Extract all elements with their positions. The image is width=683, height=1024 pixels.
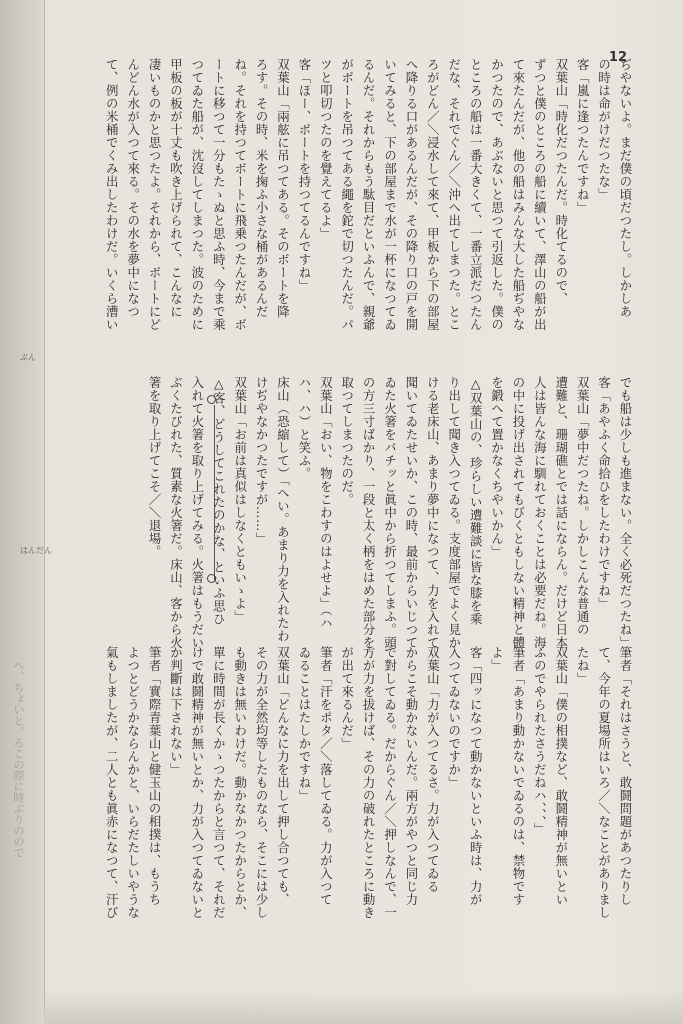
text-line: も動きは無いわけだ。動かなかつたからとか、 <box>232 646 248 919</box>
text-line: けで敢鬪精神が無いとか、力が入つてゐないと <box>189 646 205 919</box>
text-line: ろす。その時、米を掬ふ小さな桶があるんだ <box>254 58 270 318</box>
text-line: ける老床山、あまり夢中になつて、力を入れて <box>425 376 441 649</box>
text-line: 床山（恐縮して）「へい。あまり力を入れたわ <box>275 376 291 643</box>
section-end-circle-icon <box>207 395 216 404</box>
text-line: 箸を取り上げてこそ／＼退場。 <box>147 376 163 558</box>
text-line: 氣もしましたが、二人とも眞赤になつて、汗び <box>104 646 120 919</box>
section-end-circle-icon <box>207 574 216 583</box>
page-number: 12 <box>608 50 627 65</box>
margin-note: はんだん <box>20 546 52 555</box>
text-line: 双葉山「時化だつたんだ。時化てるので、 <box>553 58 569 305</box>
text-line: △双葉山の、珍らしい遭難談に皆な膝を乘 <box>468 376 484 626</box>
text-line: つてゐた船が、沈沒してしまつた。波のために <box>189 58 205 331</box>
text-line: て、今年の夏場所はいろ／＼なことがありまし <box>596 646 612 919</box>
text-line: 方が力を拔けば、その力の破れたところに動き <box>361 646 377 919</box>
text-line: 入つてゐないのですか」 <box>446 646 462 789</box>
text-line: へ降りる口があるんだが、その降り口の戸を開 <box>403 58 419 331</box>
text-line: 取つてしまつたのだ。 <box>339 376 355 506</box>
text-line: の方三寸ばかり、一段と太く柄をはめた部分を <box>361 376 377 649</box>
text-line: るんだ。それからもう駄目だといふんで、親爺 <box>361 58 377 331</box>
text-line: 双葉山「どんなに力を出して押し合つても、 <box>275 646 291 906</box>
text-line: 單に時間が長くかゝつたからと言つて、それだ <box>211 646 227 919</box>
text-line: よ」 <box>489 646 505 672</box>
text-line: いてみると、下の部屋まで水が一杯になつてゐ <box>382 58 398 331</box>
text-line: 双葉山「おい、物をこわすのはよせよ」（ハ <box>318 376 334 630</box>
section-divider-line <box>214 405 216 580</box>
text-line: 甲板の板が十丈も吹き上げられて、こんなに <box>168 58 184 318</box>
text-line: んどん水が入つて來る。その水を夢中になつ <box>125 58 141 318</box>
text-line: 双葉山「夢中だつたね。しかしこんな普通の <box>575 376 591 636</box>
text-line: ハ、ハ）と笑ふ。 <box>296 376 312 480</box>
text-line: 入れて火箸を取り上げてみる。火箸はもうだい <box>189 376 205 649</box>
text-line: 凄いものかと思つたよ。それから、ボートにど <box>147 58 163 331</box>
text-line: △客、どうしてこれたのかな、といふ思ひ <box>211 376 227 626</box>
text-line: を鍛へて置かなくちやいかん」 <box>489 376 505 558</box>
text-line: 客「あやふく命拾ひをしたわけですね」 <box>596 376 612 610</box>
text-line: ろがどん／＼浸水して來て、甲板から下の部屋 <box>425 58 441 331</box>
text-line: ゐることはたしかですね」 <box>296 646 312 802</box>
text-line: 客「嵐に逢つたんですね」 <box>575 58 591 214</box>
text-line: 双葉山「力が入つてるさ。力が入つてゐる <box>425 646 441 893</box>
text-line: 筆者「汗をポタ／＼落してゐる。力が入つて <box>318 646 334 906</box>
text-line: 筆者「あまり動かないでゐるのは、禁物です <box>510 646 526 906</box>
text-line: ずつと僕のところの船に續いて、澤山の船が出 <box>532 58 548 331</box>
text-line: の中に投げ出されてもびくともしない精神と體 <box>510 376 526 649</box>
text-line: たね」 <box>575 646 591 685</box>
text-line: か判斷は下されない」 <box>168 646 184 776</box>
text-line: よつとどうかならんかと、いらだたしいやうな <box>125 646 141 919</box>
text-line: 客「四ッになつて動かないといふ時は、力が <box>468 646 484 906</box>
bleed-through-text: へ、ちょいと、ろこの際に時ぶりのので <box>12 660 25 858</box>
text-line: かつたので、あぶないと思つて引返した。僕の <box>489 58 505 331</box>
text-line: 人は皆んな海に馴れておくことは必要だね。海 <box>532 376 548 649</box>
text-line: ぶくたびれた、質素な火箸だ。床山、客から火 <box>168 376 184 649</box>
text-tier-top <box>80 58 636 383</box>
text-line: て來たんだが、他の船はみんな大した船ぢやな <box>510 58 526 331</box>
text-line: でも船は少しも進まない。全く必死だつたね」 <box>618 376 633 649</box>
text-line: その力が全然均等したものなら、そこには少し <box>254 646 270 919</box>
text-line: 双葉山「兩舷に吊つてある。そのボートを降 <box>275 58 291 318</box>
text-tier-middle <box>80 376 636 686</box>
text-line: けぢやなかつたですが……」 <box>254 376 270 545</box>
text-tier-bottom <box>80 646 636 961</box>
text-line: り出して聞き入つてゐる。支度部屋でよく見か <box>446 376 462 649</box>
text-line: 遭難と、珊瑚礁とでは話にならん。だけど日本 <box>553 376 569 649</box>
text-line: ふのでやられたさうだねハ、、、」 <box>532 646 548 836</box>
text-line: だな、それでぐん／＼沖へ出てしまつた。とこ <box>446 58 462 331</box>
text-line: 聞いてゐたせいか、この時、最前からいじつて <box>403 376 419 649</box>
text-line: 客「ほー、ボートを持つてるんですね」 <box>296 58 312 292</box>
page-bottom-shadow <box>44 990 683 1024</box>
text-line: 筆者「實際青葉山と健玉山の相撲は、もうち <box>147 646 163 906</box>
text-line: 筆者「それはさうと、敢鬪問題があつたりし <box>618 646 633 906</box>
text-line: ートに移つて一分もたゝぬと思ふ時、今まで乘 <box>211 58 227 331</box>
text-line: て、例の米桶でくみ出したわけだ。いくら漕い <box>104 58 120 331</box>
text-line: ぢやないよ。まだ僕の頃だつたし。しかしあ <box>618 58 633 318</box>
margin-note: ぶん <box>20 353 36 362</box>
text-line: 双葉山「お前は真似はしなくともいゝよ」 <box>232 376 248 623</box>
text-line: ところの船は一番大きくて、一番立派だつたん <box>468 58 484 331</box>
text-line: が出て來るんだ」 <box>339 646 355 750</box>
text-line: からこそ動かないんだ。兩方がやつと同じ力 <box>403 646 419 906</box>
text-line: ツと叩切つたのを覺えてるよ」 <box>318 58 334 240</box>
text-line: 双葉山「僕の相撲など、敢鬪精神が無いとい <box>553 646 569 906</box>
text-line: ね。それを持つてボートに飛乗つたんだが、ボ <box>232 58 248 331</box>
text-line: ゐた火箸をバチッと眞中から折つてしまふ。頭 <box>382 376 398 649</box>
text-line: で對してゐる。だからぐん／＼押しなんで、一 <box>382 646 398 919</box>
text-line: の時は命がけだつたな」 <box>596 58 612 201</box>
text-line: がボートを吊つてある繩を鉈で切つたんだ。パ <box>339 58 355 331</box>
